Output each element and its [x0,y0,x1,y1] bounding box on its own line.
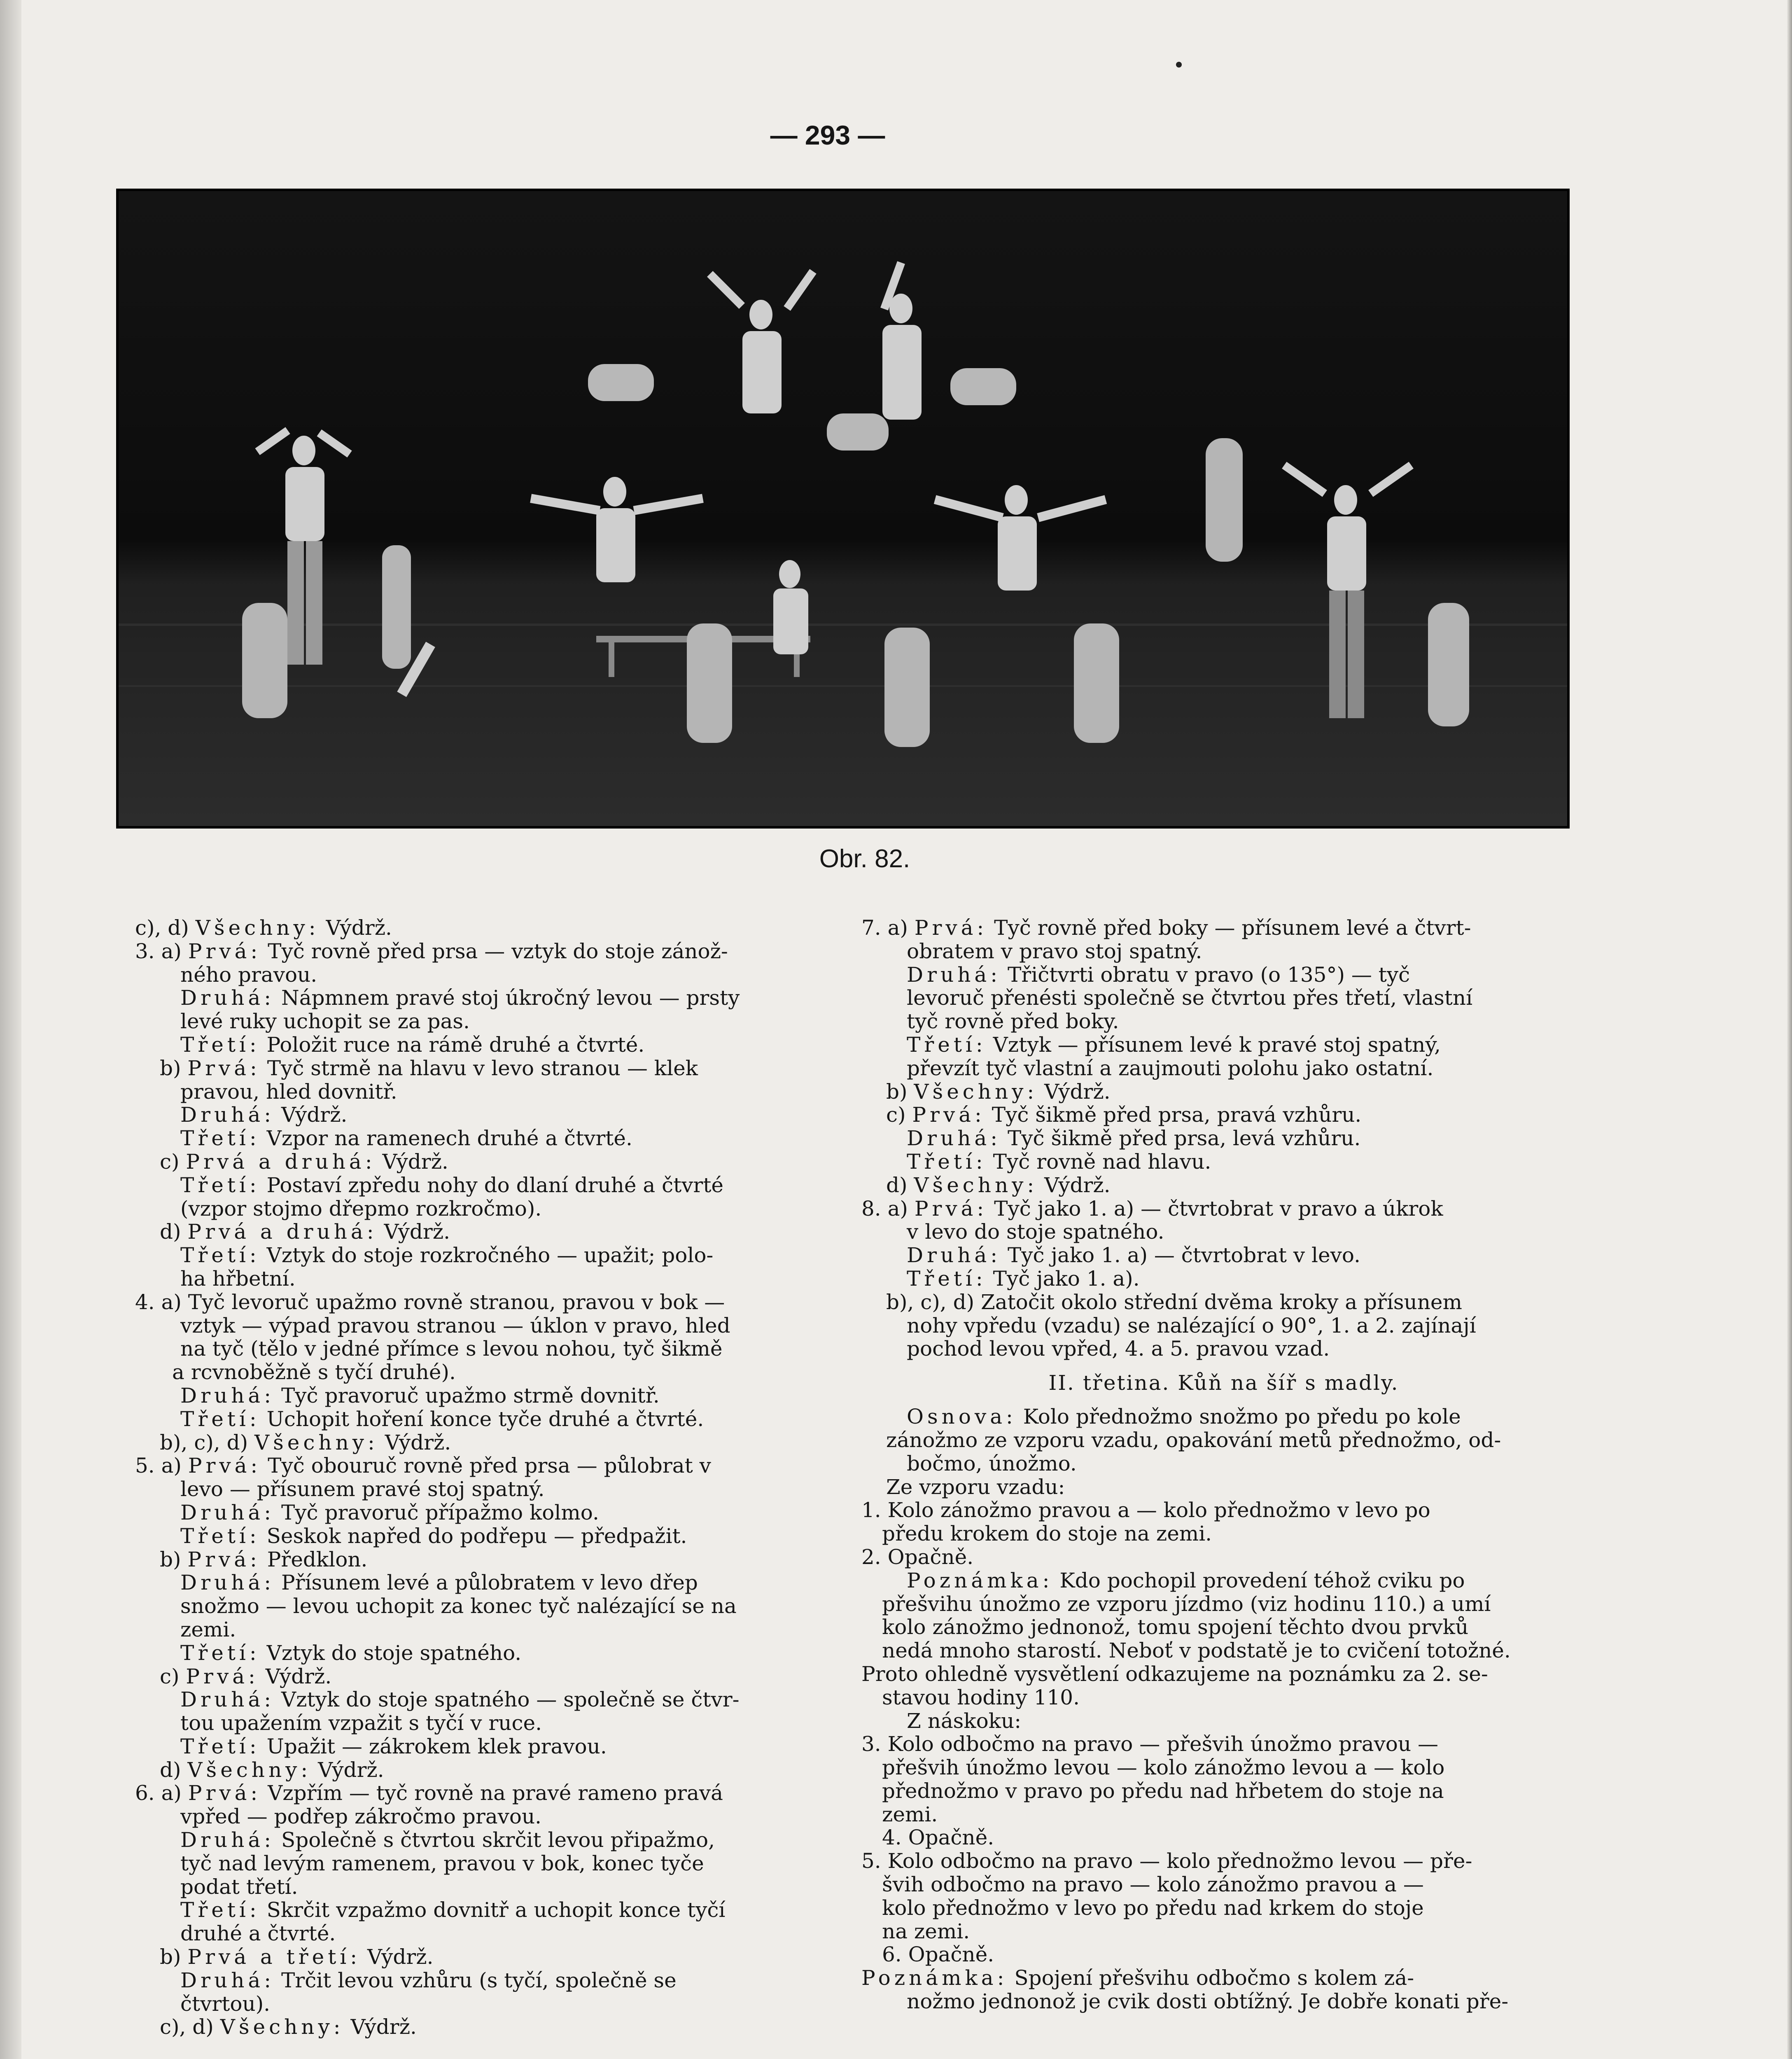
text-line: tou upažením vzpažit s tyčí v ruce. [180,1711,542,1735]
text-line: c), d) Všechny: Výdrž. [135,916,392,940]
text-line: ha hřbetní. [180,1267,296,1291]
text-line: zemi. [180,1618,236,1641]
text-line: 6. Opačně. [882,1943,994,1967]
text-line: Z náskoku: [907,1709,1022,1733]
text-line: b), c), d) Všechny: Výdrž. [160,1431,451,1454]
speaker-label: Prvá: [912,1103,985,1127]
text-line: přešvihu únožmo ze vzporu jízdmo (viz hodinu 110.) a umí [882,1592,1491,1616]
speaker-label: Prvá: [186,1664,259,1688]
right-text-column [861,916,1586,2013]
text-line: na zemi. [882,1919,970,1943]
text-line: vztyk — výpad pravou stranou — úklon v pravo, hled [180,1314,730,1338]
text-line: levoruč přenésti společně se čtvrtou přes třetí, vlastní [907,986,1473,1010]
speaker-label: Všechny: [220,2015,344,2039]
text-line: Poznámka: Kdo pochopil provedení téhož cviku po [907,1569,1465,1592]
speaker-label: Třetí: [180,1641,260,1665]
text-line: 3. a) Prvá: Tyč rovně před prsa — vztyk do stoje zánož- [135,939,728,963]
text-line: b) Prvá: Předklon. [160,1548,368,1571]
text-line: ného pravou. [180,963,317,987]
text-line: tyč rovně před boky. [907,1010,1119,1033]
text-line: b) Všechny: Výdrž. [886,1080,1111,1104]
text-line: Třetí: Tyč jako 1. a). [907,1267,1140,1291]
text-line: Druhá: Tyč šikmě před prsa, levá vzhůru. [907,1127,1361,1150]
text-line: bočmo, únožmo. [907,1452,1077,1475]
text-line: d) Prvá a druhá: Výdrž. [160,1220,450,1244]
speaker-label: Prvá: [187,1548,261,1571]
speaker-label: Prvá: [188,939,261,963]
text-line: Druhá: Tyč pravoruč upažmo strmě dovnitř. [180,1384,660,1408]
speaker-label: Třetí: [180,1127,260,1150]
speaker-label: Druhá: [180,1103,275,1127]
speaker-label: Prvá: [188,1454,261,1478]
text-line: podat třetí. [180,1875,298,1899]
speaker-label: Třetí: [907,1267,987,1291]
text-line: pochod levou vpřed, 4. a 5. pravou vzad. [907,1337,1330,1361]
text-line: Třetí: Vztyk — přísunem levé k pravé stoj spatný, [907,1033,1441,1057]
text-line: Druhá: Třičtvrti obratu v pravo (o 135°) — tyč [907,963,1410,987]
text-line: Druhá: Výdrž. [180,1103,348,1127]
text-line: 4. Opačně. [882,1826,994,1850]
text-line: Ze vzporu vzadu: [886,1475,1065,1499]
speaker-label: Třetí: [180,1524,260,1548]
text-line: druhé a čtvrté. [180,1922,336,1946]
text-line: stavou hodiny 110. [882,1685,1080,1709]
text-line: v levo do stoje spatného. [907,1220,1164,1244]
ink-speck [1176,62,1182,68]
text-line: Třetí: Postaví zpředu nohy do dlaní druhé a čtvrté [180,1173,724,1197]
text-line: 8. a) Prvá: Tyč jako 1. a) — čtvrtobrat v pravo a úkrok [861,1197,1443,1221]
speaker-label: Druhá: [180,1384,275,1408]
speaker-label: Třetí: [180,1033,260,1057]
speaker-label: Všechny: [187,1758,312,1782]
text-line: 6. a) Prvá: Vzpřím — tyč rovně na pravé rameno pravá [135,1781,723,1805]
text-line: 1. Kolo zánožmo pravou a — kolo přednožmo v levo po [861,1499,1430,1522]
text-line: Druhá: Tyč pravoruč přípažmo kolmo. [180,1501,599,1524]
text-line: Druhá: Tyč jako 1. a) — čtvrtobrat v levo. [907,1244,1360,1267]
speaker-label: Poznámka: [907,1569,1053,1592]
text-line: nožmo jednonož je cvik dosti obtížný. Je dobře konati pře- [907,1990,1509,2013]
speaker-label: Třetí: [907,1150,987,1174]
speaker-label: Druhá: [907,1127,1001,1150]
speaker-label: Poznámka: [861,1966,1008,1990]
speaker-label: Prvá: [914,916,988,940]
text-line: 4. a) Tyč levoruč upažmo rovně stranou, pravou v bok — [135,1290,725,1314]
text-line: nedá mnoho starostí. Neboť v podstatě je to cvičení totožné. [882,1639,1511,1662]
text-line: čtvrtou). [180,1992,271,2016]
text-line: pravou, hled dovnitř. [180,1080,397,1104]
text-line: zemi. [882,1802,938,1826]
speaker-label: Třetí: [180,1173,260,1197]
text-line: Druhá: Společně s čtvrtou skrčit levou připažmo, [180,1828,715,1852]
text-line: švih odbočmo na pravo — kolo zánožmo pravou a — [882,1873,1424,1896]
speaker-label: Všechny: [914,1173,1038,1197]
text-line: c) Prvá: Tyč šikmě před prsa, pravá vzhůru. [886,1103,1362,1127]
text-line: 3. Kolo odbočmo na pravo — přešvih únožmo pravou — [861,1732,1439,1756]
text-line: nohy vpředu (vzadu) se nalézající o 90°, 1. a 2. zajínají [907,1314,1476,1338]
text-line: Třetí: Skrčit vzpažmo dovnitř a uchopit konce tyčí [180,1898,726,1922]
text-line: kolo zánožmo jednonož, tomu spojení těchto dvou prvků [882,1615,1469,1639]
scan-edge-left [0,0,21,2059]
speaker-label: Všechny: [254,1431,378,1454]
speaker-label: Třetí: [180,1898,260,1922]
speaker-label: Prvá a druhá: [187,1220,378,1244]
text-line: převzít tyč vlastní a zaujmouti polohu jako ostatní. [907,1056,1434,1080]
speaker-label: Druhá: [180,1501,275,1524]
section-heading: II. třetina. Kůň na šíř s madly. [1048,1371,1399,1395]
text-line: vpřed — podřep zákročmo pravou. [180,1805,542,1829]
text-line: přednožmo v pravo po předu nad hřbetem do stoje na [882,1779,1444,1803]
text-line: Třetí: Položit ruce na rámě druhé a čtvrté. [180,1033,645,1057]
text-line: Třetí: Tyč rovně nad hlavu. [907,1150,1211,1174]
text-line: kolo přednožmo v levo po předu nad krkem do stoje [882,1896,1424,1920]
text-line: c) Prvá: Výdrž. [160,1664,332,1688]
text-line: b) Prvá: Tyč strmě na hlavu v levo stranou — klek [160,1056,698,1080]
text-line: levé ruky uchopit se za pas. [180,1010,470,1033]
gymnastics-photo [116,189,1570,829]
text-line: Osnova: Kolo přednožmo snožmo po předu po kole [907,1405,1461,1429]
speaker-label: Druhá: [907,1244,1001,1267]
text-line: Druhá: Trčit levou vzhůru (s tyčí, společně se [180,1968,677,1992]
text-line: Třetí: Uchopit hoření konce tyče druhé a čtvrté. [180,1407,704,1431]
speaker-label: Všechny: [195,916,320,940]
text-line: Druhá: Vztyk do stoje spatného — společně se čtvr- [180,1688,740,1712]
speaker-label: Třetí: [180,1244,260,1267]
speaker-label: Druhá: [907,963,1001,987]
speaker-label: Osnova: [907,1405,1017,1429]
figure-caption: Obr. 82. [819,845,910,873]
speaker-label: Třetí: [907,1033,987,1057]
text-line: Třetí: Vztyk do stoje rozkročného — upažit; polo- [180,1244,714,1267]
speaker-label: Třetí: [180,1407,260,1431]
scan-edge-right [1787,0,1792,2059]
speaker-label: Prvá a třetí: [187,1945,361,1969]
text-line: b), c), d) Zatočit okolo střední dvěma kroky a přísunem [886,1290,1462,1314]
text-line: Proto ohledně vysvětlení odkazujeme na poznámku za 2. se- [861,1662,1488,1686]
text-line: Poznámka: Spojení přešvihu odbočmo s kolem zá- [861,1966,1414,1990]
text-line: tyč nad levým ramenem, pravou v bok, konec tyče [180,1851,704,1875]
text-line: levo — přísunem pravé stoj spatný. [180,1478,545,1501]
text-line: c), d) Všechny: Výdrž. [160,2015,417,2039]
speaker-label: Prvá a druhá: [186,1150,376,1174]
text-line: Druhá: Nápmnem pravé stoj úkročný levou — prsty [180,986,740,1010]
text-line: přešvih únožmo levou — kolo zánožmo levou a — kolo [882,1756,1445,1779]
text-line: obratem v pravo stoj spatný. [907,939,1202,963]
text-line: a rcvnoběžně s tyčí druhé). [172,1361,456,1384]
speaker-label: Druhá: [180,1968,275,1992]
speaker-label: Druhá: [180,1828,275,1852]
page-number: — 293 — [770,120,885,150]
speaker-label: Prvá: [914,1197,988,1221]
speaker-label: Prvá: [188,1781,261,1805]
text-line: Třetí: Vztyk do stoje spatného. [180,1641,522,1665]
text-line: Druhá: Přísunem levé a půlobratem v levo dřep [180,1571,698,1595]
text-line: 5. Kolo odbočmo na pravo — kolo přednožmo levou — pře- [861,1849,1472,1873]
text-line: předu krokem do stoje na zemi. [882,1522,1212,1545]
text-line: d) Všechny: Výdrž. [886,1173,1111,1197]
speaker-label: Všechny: [914,1080,1038,1104]
text-line: zánožmo ze vzporu vzadu, opakování metů přednožmo, od- [886,1428,1501,1452]
left-text-column [135,916,843,2039]
text-line: (vzpor stojmo dřepmo rozkročmo). [180,1197,542,1221]
speaker-label: Třetí: [180,1735,260,1758]
text-line: 5. a) Prvá: Tyč obouruč rovně před prsa — půlobrat v [135,1454,711,1478]
text-line: Třetí: Vzpor na ramenech druhé a čtvrté. [180,1127,632,1150]
text-line: 7. a) Prvá: Tyč rovně před boky — přísunem levé a čtvrt- [861,916,1471,940]
text-line: c) Prvá a druhá: Výdrž. [160,1150,448,1174]
speaker-label: Druhá: [180,986,275,1010]
speaker-label: Druhá: [180,1688,275,1712]
speaker-label: Druhá: [180,1571,275,1595]
text-line: d) Všechny: Výdrž. [160,1758,384,1782]
text-line: Třetí: Seskok napřed do podřepu — předpažit. [180,1524,687,1548]
text-line: na tyč (tělo v jedné přímce s levou nohou, tyč šikmě [180,1337,723,1361]
photo-illustration [119,191,1567,826]
text-line: snožmo — levou uchopit za konec tyč nalézající se na [180,1594,737,1618]
text-line: 2. Opačně. [861,1545,974,1569]
text-line: Třetí: Upažit — zákrokem klek pravou. [180,1735,607,1758]
text-line: b) Prvá a třetí: Výdrž. [160,1945,434,1969]
speaker-label: Prvá: [187,1056,261,1080]
